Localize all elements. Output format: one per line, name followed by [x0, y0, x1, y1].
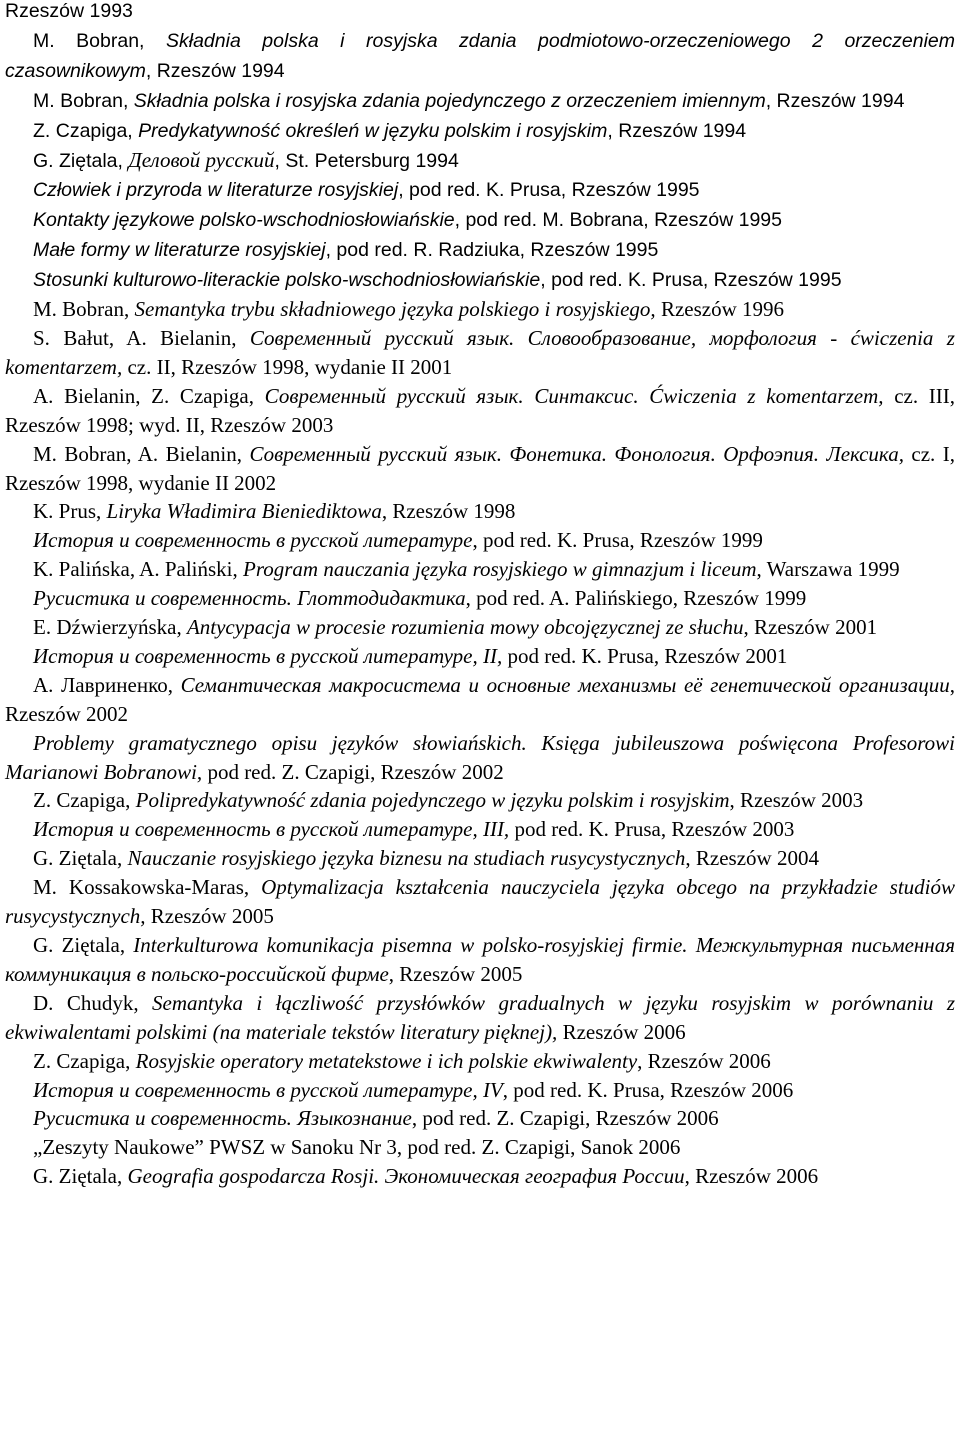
entry-text: , Rzeszów 1994 [145, 59, 285, 82]
bibliography-list [5, 0, 955, 1191]
entry-text: Rzeszów 2006 [557, 1019, 686, 1044]
entry-text: , pod red. K. Prusa, Rzeszów 1995 [398, 179, 700, 202]
entry-title: Geografia gospodarcza Rosji. Экономическая география России [127, 1164, 685, 1189]
bibliography-entry [5, 146, 955, 176]
bibliography-entry [5, 324, 955, 382]
entry-text: , Rzeszów 2001 [743, 615, 878, 640]
entry-text: , Rzeszów 2004 [685, 846, 819, 871]
entry-text: , pod red. K. Prusa, Rzeszów 1999 [472, 528, 763, 553]
entry-text: K. Palińska, A. Paliński, [33, 557, 244, 582]
entry-title: Składnia polska i rosyjska zdania podmiotowo-orzeczeniowego 2 orzeczeniem czasownikowym [5, 29, 955, 82]
entry-text: M. Bobran, [33, 89, 134, 112]
bibliography-entry [5, 295, 955, 324]
entry-text: , St. Petersburg 1994 [274, 149, 459, 172]
entry-title: Stosunki kulturowo-literackie polsko-wschodniosłowiańskie [33, 269, 541, 292]
entry-text: , Rzeszów 1994 [607, 119, 747, 142]
bibliography-entry [5, 989, 955, 1047]
entry-title: Русистика и современность. Глоттодидактика [33, 586, 466, 611]
entry-title: Современный русский язык. Синтаксис. Ćwiczenia z komentarzem, [264, 383, 884, 408]
entry-text: А. Лавриненко, [33, 672, 181, 697]
entry-title: Małe formy w literaturze rosyjskiej [33, 239, 326, 262]
entry-text: pod red. K. Prusa, Rzeszów 2001 [502, 643, 788, 668]
entry-text: , pod red. K. Prusa, Rzeszów 2006 [502, 1077, 794, 1102]
bibliography-entry [5, 526, 955, 555]
entry-title: Składnia polska i rosyjska zdania pojedynczego z orzeczeniem imiennym [133, 89, 766, 112]
entry-text: pod red. K. Prusa, Rzeszów 2003 [509, 817, 795, 842]
bibliography-entry [5, 584, 955, 613]
bibliography-entry [5, 613, 955, 642]
entry-title: Деловой русский [128, 147, 275, 172]
entry-text: , pod red. R. Radziuka, Rzeszów 1995 [325, 239, 659, 262]
bibliography-entry [5, 729, 955, 787]
bibliography-entry [5, 0, 955, 26]
entry-text: G. Ziętala, [33, 149, 129, 172]
entry-text: M. Bobran, [33, 29, 166, 52]
entry-text: Z. Czapiga, [33, 119, 139, 142]
bibliography-entry [5, 440, 955, 498]
bibliography-entry [5, 815, 955, 844]
entry-text: , Rzeszów 2006 [637, 1048, 771, 1073]
entry-title: Современный русский язык. Фонетика. Фонология. Орфоэпия. Лексика, [249, 441, 904, 466]
entry-text: M. Bobran, A. Bielanin, [33, 441, 250, 466]
entry-text: Z. Czapiga, [33, 788, 136, 813]
entry-text: K. Prus, [33, 499, 107, 524]
entry-text: cz. II, Rzeszów 1998, wydanie II 2001 [122, 354, 453, 379]
entry-text: , pod red. Z. Czapigi, Rzeszów 2006 [411, 1106, 719, 1131]
entry-text: S. Bałut, A. Bielanin, [33, 325, 250, 350]
entry-text: A. Bielanin, Z. Czapiga, [33, 383, 265, 408]
entry-title: Program nauczania języka rosyjskiego w gimnazjum i liceum [243, 557, 757, 582]
bibliography-entry [5, 931, 955, 989]
bibliography-entry [5, 497, 955, 526]
bibliography-entry [5, 235, 955, 265]
bibliography-entry [5, 1133, 955, 1162]
entry-title: История и современность в русской литературе, IV [33, 1077, 503, 1102]
entry-title: Predykatywność określeń w języku polskim i rosyjskim [138, 119, 608, 142]
entry-title: Problemy gramatycznego opisu języków słowiańskich. Księga jubileuszowa poświęcona Profesorowi Marianowi Bobranowi, [5, 730, 955, 784]
entry-text: G. Ziętala, [33, 933, 134, 957]
entry-text: G. Ziętala, [33, 846, 128, 871]
entry-text: Rzeszów 1996 [655, 297, 784, 322]
entry-title: Optymalizacja kształcenia nauczyciela języka obcego na przykładzie studiów rusycystycznych, [5, 875, 956, 929]
bibliography-entry [5, 175, 955, 205]
entry-title: Człowiek i przyroda w literaturze rosyjskiej [33, 179, 399, 202]
entry-text: , pod red. A. Palińskiego, Rzeszów 1999 [465, 586, 807, 611]
bibliography-entry [5, 265, 955, 295]
bibliography-entry [5, 671, 955, 729]
entry-text: Rzeszów 2005 [145, 904, 274, 929]
entry-text: „Zeszyty Naukowe” PWSZ w Sanoku Nr 3, pod red. Z. Czapigi, Sanok 2006 [33, 1135, 681, 1160]
bibliography-entry [5, 26, 955, 86]
entry-title: История и современность в русской литературе, III, [33, 817, 510, 842]
bibliography-entry [5, 642, 955, 671]
bibliography-entry [5, 86, 955, 116]
entry-title: Interkulturowa komunikacja pisemna w polsko-rosyjskiej firmie. Межкультурная письменная коммуникация в польско-российской фирме [5, 933, 955, 986]
entry-text: , Rzeszów 2003 [729, 788, 864, 813]
entry-title: Semantyka trybu składniowego języka polskiego i rosyjskiego, [134, 297, 656, 322]
bibliography-entry [5, 116, 955, 146]
entry-text: Rzeszów 1993 [5, 0, 133, 22]
entry-title: Rosyjskie operatory metatekstowe i ich polskie ekwiwalenty [135, 1048, 638, 1073]
entry-title: Kontakty językowe polsko-wschodniosłowiańskie [33, 209, 455, 232]
entry-text: G. Ziętala, [33, 1164, 128, 1189]
entry-title: Semantyka i łączliwość przysłówków gradualnych w języku rosyjskim w porównaniu z ekwiwalentami polskimi (na materiale tekstów literatury pięknej), [5, 990, 955, 1044]
bibliography-entry [5, 786, 955, 815]
entry-title: История и современность в русской литературе [33, 528, 473, 553]
bibliography-entry [5, 1104, 955, 1133]
entry-title: История и современность в русской литературе, II, [33, 643, 503, 668]
entry-text: , Warszawa 1999 [756, 557, 900, 582]
entry-text: , pod red. K. Prusa, Rzeszów 1995 [540, 269, 842, 292]
entry-text: , Rzeszów 2002 [5, 672, 955, 726]
entry-text: Z. Czapiga, [33, 1048, 136, 1073]
bibliography-entry [5, 205, 955, 235]
bibliography-entry [5, 382, 955, 440]
bibliography-entry [5, 873, 955, 931]
entry-text: M. Kossakowska-Maras, [33, 875, 262, 900]
bibliography-entry [5, 555, 955, 584]
entry-title: Liryka Władimira Bieniediktowa [106, 499, 382, 524]
entry-text: pod red. Z. Czapigi, Rzeszów 2002 [202, 759, 504, 784]
entry-text: cz. III, Rzeszów 1998; wyd. II, Rzeszów 2003 [5, 383, 955, 437]
entry-title: Polipredykatywność zdania pojedynczego w języku polskim i rosyjskim [135, 788, 730, 813]
entry-text: , Rzeszów 2006 [684, 1164, 819, 1189]
entry-text: M. Bobran, [33, 297, 135, 322]
bibliography-entry [5, 1047, 955, 1076]
entry-title: Antycypacja w procesie rozumienia mowy obcojęzycznej ze słuchu [186, 615, 744, 640]
entry-text: , Rzeszów 2005 [388, 961, 523, 986]
entry-text: , pod red. M. Bobrana, Rzeszów 1995 [454, 209, 782, 232]
entry-title: Nauczanie rosyjskiego języka biznesu na studiach rusycystycznych [127, 846, 686, 871]
entry-text: , Rzeszów 1998 [381, 499, 516, 524]
entry-text: E. Dźwierzyńska, [33, 615, 187, 640]
entry-title: Современный русский язык. Словообразование, морфология - ćwiczenia z komentarzem, [5, 325, 955, 379]
bibliography-entry [5, 844, 955, 873]
bibliography-entry [5, 1076, 955, 1105]
entry-title: Русистика и современность. Языкознание [33, 1106, 412, 1131]
entry-title: Семантическая макросистема и основные механизмы её генетической организации [180, 672, 950, 697]
bibliography-entry [5, 1162, 955, 1191]
entry-text: cz. I, Rzeszów 1998, wydanie II 2002 [5, 441, 955, 495]
entry-text: , Rzeszów 1994 [765, 89, 905, 112]
entry-text: D. Chudyk, [33, 990, 153, 1015]
